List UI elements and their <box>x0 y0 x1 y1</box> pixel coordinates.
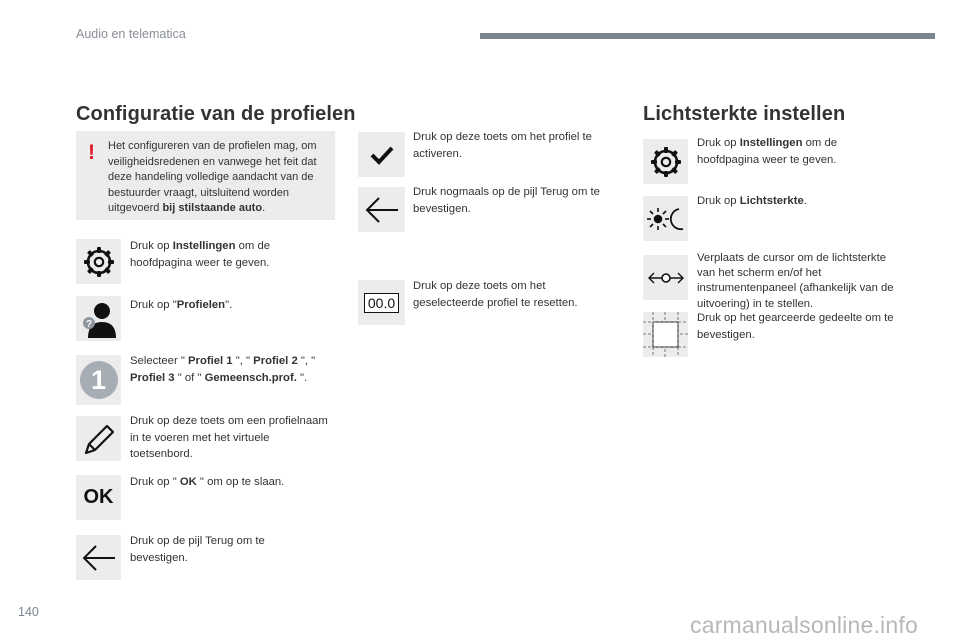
ok-icon-label: OK <box>83 486 114 508</box>
number-one-icon <box>76 355 121 405</box>
heading-brightness: Lichtsterkte instellen <box>643 103 846 125</box>
gear-icon <box>643 139 688 184</box>
step-pencil-text: Druk op deze toets om een profielnaam in te voeren met het virtuele toetsenbord. <box>130 415 328 460</box>
step-activate-text: Druk op deze toets om het profiel te activeren. <box>413 131 592 160</box>
gear-icon <box>76 239 121 284</box>
step-confirm-area-text: Druk op het gearceerde gedeelte om te bevestigen. <box>697 312 894 341</box>
step-reset-text: Druk op deze toets om het geselecteerde profiel te resetten. <box>413 280 578 309</box>
brightness-slider-icon <box>643 255 688 300</box>
step-slider-text: Verplaats de cursor om de lichtsterkte van het scherm en/of het instrumentenpaneel (afhankelijk van de uitvoering) in te stellen. <box>697 252 894 310</box>
step-select-text: Selecteer " Profiel 1 ", " Profiel 2 ", " Profiel 3 " of " Gemeensch.prof. ". <box>130 355 316 384</box>
svg-text:?: ? <box>85 318 92 330</box>
heading-profiles: Configuratie van de profielen <box>76 103 356 125</box>
reset-counter-icon <box>358 280 405 325</box>
step-back-text: Druk op de pijl Terug om te bevestigen. <box>130 535 265 564</box>
checkmark-icon <box>358 132 405 177</box>
brightness-icon <box>643 196 688 241</box>
reset-counter-label: 00.0 <box>364 293 399 313</box>
step-settings-text: Druk op Instellingen om de hoofdpagina weer te geven. <box>130 240 271 269</box>
step-ok-text: Druk op " OK " om op te slaan. <box>130 476 285 488</box>
back-arrow-icon <box>358 187 405 232</box>
warning-text: Het configureren van de profielen mag, om veiligheidsredenen en vanwege het feit dat deze handeling volledige aandacht van de bestuurder vraagt, uitsluitend worden uitgevoerd bij stilstaande auto. <box>108 140 317 214</box>
step-profiles-text: Druk op "Profielen". <box>130 299 233 311</box>
back-arrow-icon <box>76 535 121 580</box>
step-back-again-text: Druk nogmaals op de pijl Terug om te bevestigen. <box>413 186 600 215</box>
step-settings-right-text: Druk op Instellingen om de hoofdpagina weer te geven. <box>697 137 838 166</box>
pencil-icon <box>76 416 121 461</box>
warning-icon: ! <box>88 141 95 164</box>
header-bar <box>480 33 935 39</box>
profile-icon <box>76 296 121 341</box>
watermark: carmanualsonline.info <box>690 612 918 638</box>
page-number: 140 <box>18 605 39 619</box>
section-title: Audio en telematica <box>76 27 186 41</box>
number-one-badge: 1 <box>80 361 118 399</box>
ok-icon <box>76 475 121 520</box>
grid-area-icon <box>643 312 688 357</box>
step-brightness-text: Druk op Lichtsterkte. <box>697 195 807 207</box>
